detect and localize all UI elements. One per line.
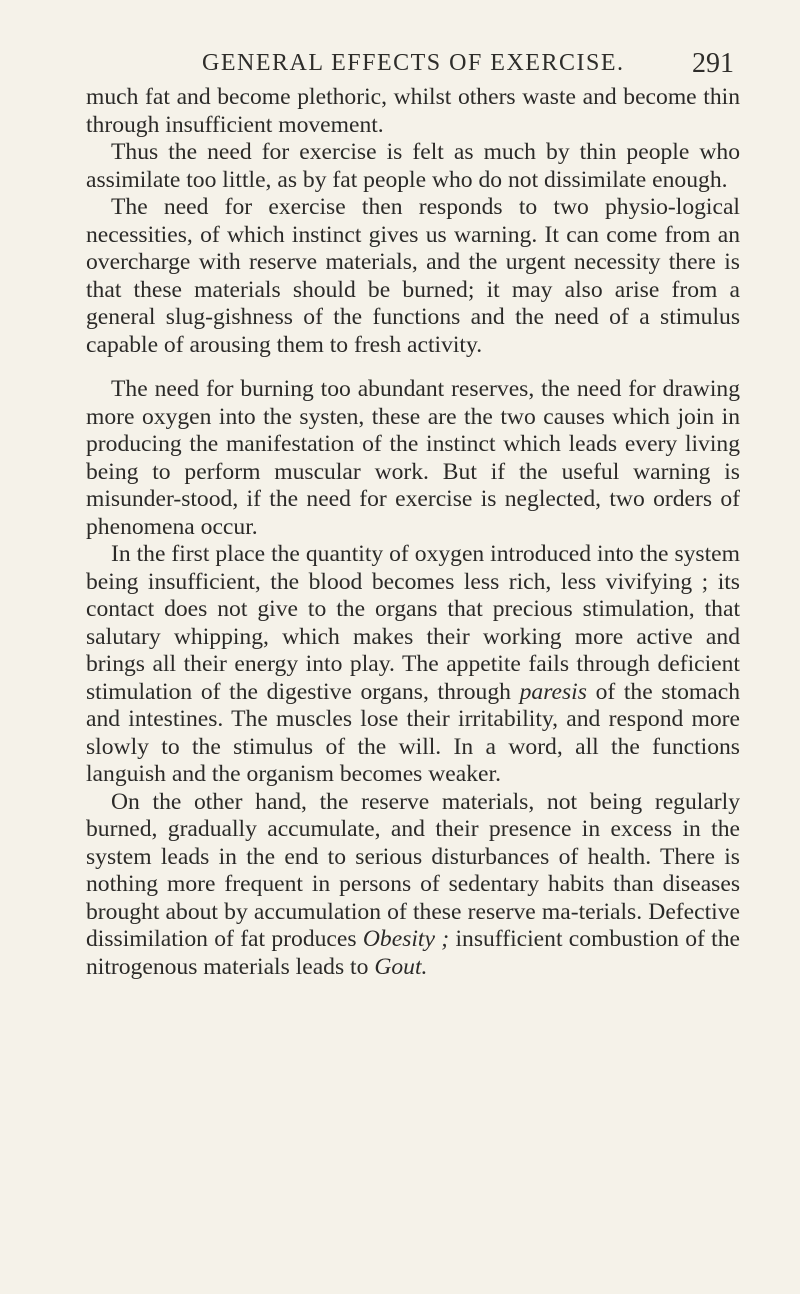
italic-term-obesity: Obesity ; — [362, 926, 450, 952]
paragraph-text: The need for exercise then responds to two physio-logical necessities, of which instinct gives us warning. It can come from an overcharge with reserve materials, and the urgent necessity there is that these materials should be burned; it may also arise from a general slug-gishness of the functions and the need of a stimulus capable of arousing them to fresh activity. — [86, 194, 740, 358]
running-header — [86, 48, 740, 82]
paragraph-text: much fat and become plethoric, whilst others waste and become thin through insufficient movement. — [86, 84, 740, 138]
italic-term-gout: Gout. — [374, 953, 428, 980]
paragraph-text: Thus the need for exercise is felt as much by thin people who assimilate too little, as by fat people who do not dissimilate enough. — [86, 139, 740, 193]
paragraph-text: In the first place the quantity of oxygen introduced into the system being insufficient, the blood becomes less rich, less vivifying ; its contact does not give to the organs that precious stimulation, that salutary whipping, which makes their working more active and brings all their energy into play. The appetite fails through deficient stimulation of the digestive organs, through — [86, 541, 740, 705]
paragraph — [86, 541, 740, 789]
paragraph — [86, 139, 740, 194]
page-number: 291 — [692, 48, 734, 79]
paragraph-text: The need for burning too abundant reserves, the need for drawing more oxygen into the systen, these are the two causes which join in producing the manifestation of the instinct which leads every living being to perform muscular work. But if the useful warning is misunder-stood, if the need for exercise is neglected, two orders of phenomena occur. — [86, 376, 740, 540]
paragraph-text: On the other hand, the reserve materials, not being regularly burned, gradually accumulate, and their presence in excess in the system leads in the end to serious disturbances of health. There is nothing more frequent in persons of sedentary habits than diseases brought about by accumulation of these reserve ma-terials. Defective dissimilation of fat produces — [86, 788, 740, 952]
paragraph-text: of the stomach and intestines. The muscles lose their irritability, and respond more slowly to the stimulus of the will. In a word, all the functions languish and the organism becomes weaker. — [86, 678, 740, 787]
paragraph-text: insufficient combustion of the nitrogenous materials leads to — [86, 926, 741, 980]
page-body — [86, 84, 740, 981]
running-title: GENERAL EFFECTS OF EXERCISE. — [202, 50, 625, 76]
paragraph-continued — [86, 84, 740, 139]
paragraph — [86, 789, 740, 982]
paragraph — [86, 194, 740, 359]
italic-term-paresis: paresis — [519, 678, 587, 705]
paragraph — [86, 376, 740, 541]
